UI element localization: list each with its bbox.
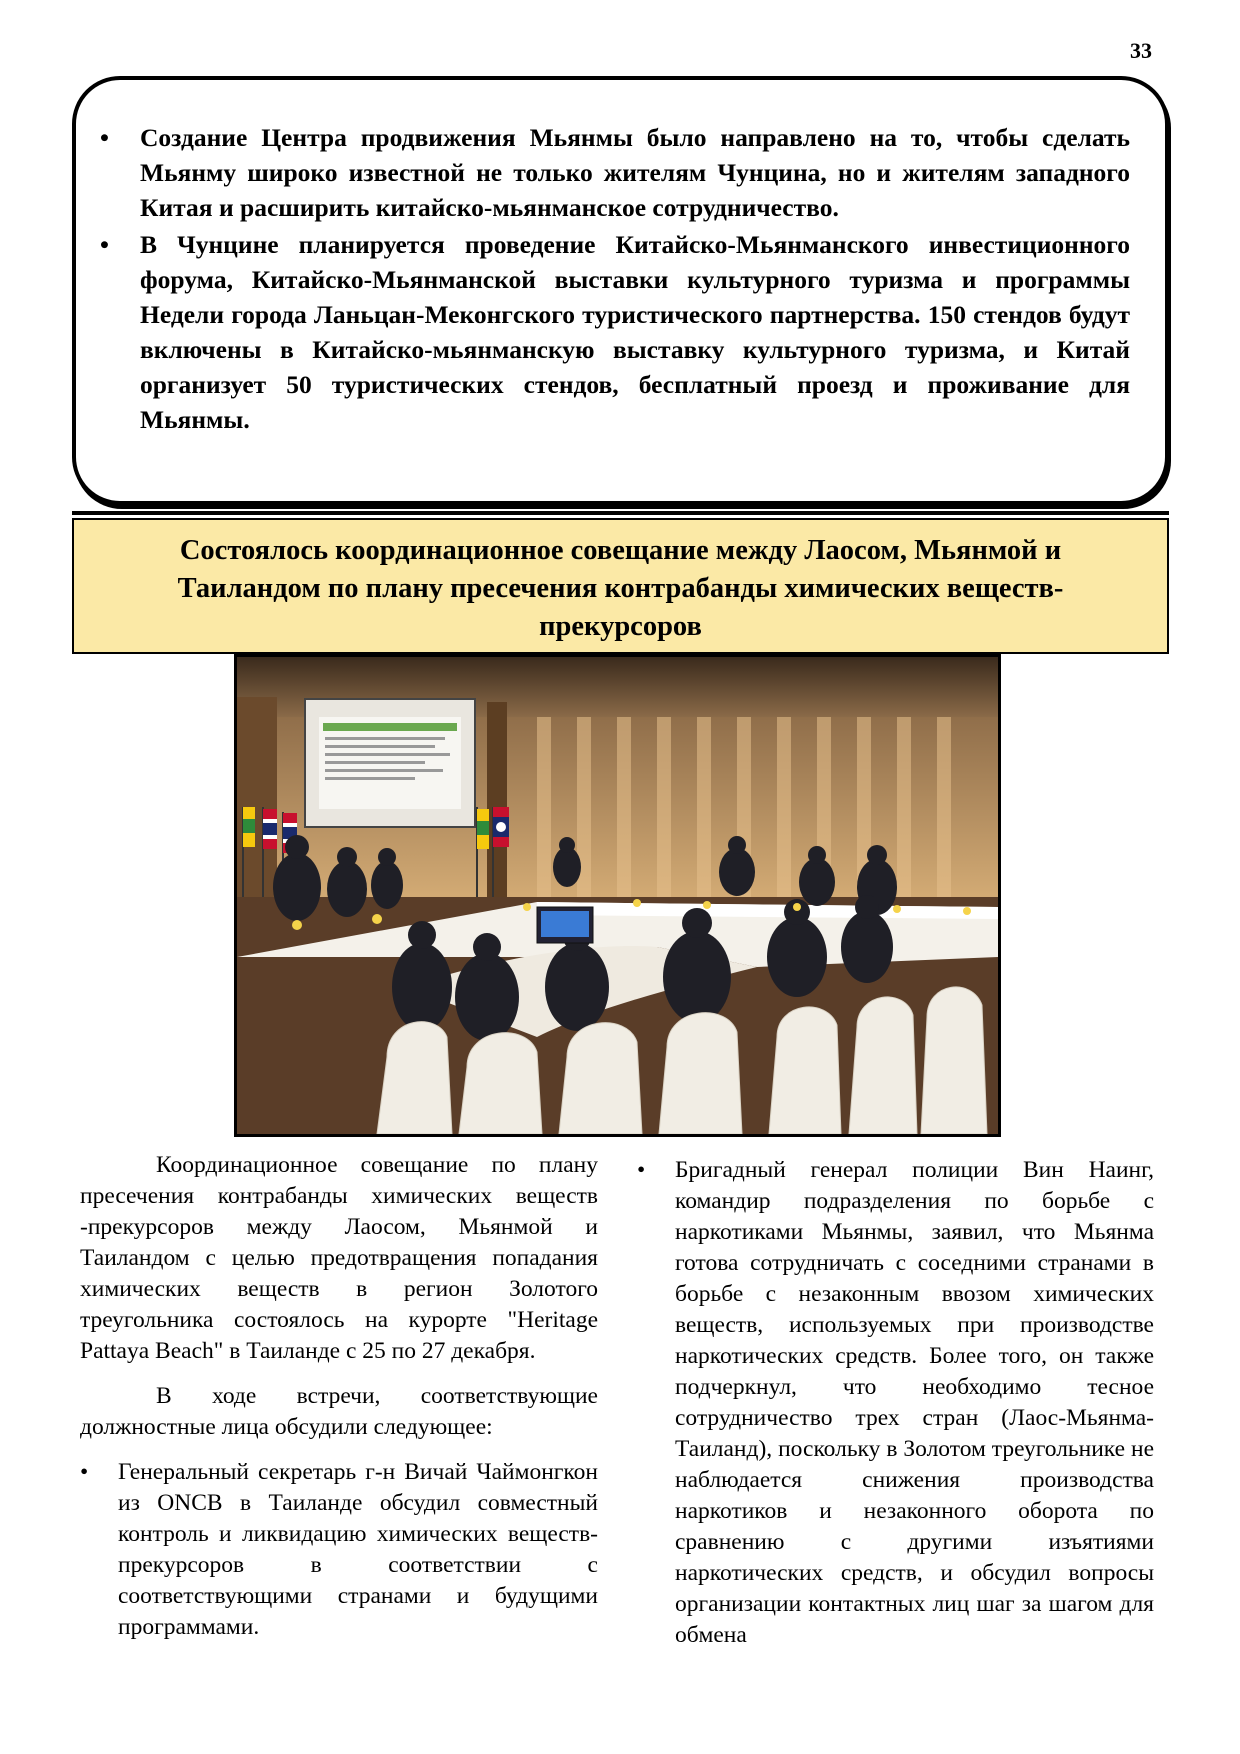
bullet-marker: • — [100, 230, 109, 259]
right-column — [637, 1155, 1154, 1651]
bullet-marker: • — [80, 1459, 89, 1485]
highlight-bullet-box — [72, 76, 1169, 505]
bullet-text: В Чунцине планируется проведение Китайско-Мьянманского инвестиционного форума, Китайско-Мьянманской выставки культурного туризма и программы Недели города Ланьцан-Меконгского туристического партнерства. 150 стендов будут включены в Китайско-мьянманскую выставку культурного туризма, и Китай организует 50 туристических стендов, бесплатный проезд и проживание для Мьянмы. — [140, 230, 1130, 434]
bullet-text: Бригадный генерал полиции Вин Наинг, командир подразделения по борьбе с наркотиками Мьянмы, заявил, что Мьянма готова сотрудничать с соседними странами в борьбе с незаконным ввозом химических веществ, используемых при производстве наркотических средств. Более того, он также подчеркнул, что необходимо тесное сотрудничество трех стран (Лаос-Мьянма-Таиланд), поскольку в Золотом треугольнике не наблюдается снижения производства наркотиков и незаконного оборота по сравнению с другими изъятиями наркотических средств, и обсудил вопросы организации контактных лиц шаг за шагом для обмена — [675, 1157, 1154, 1648]
bullet-list — [637, 1155, 1154, 1651]
bullet-item — [100, 227, 1130, 437]
paragraph: В ходе встречи, соответствующие должностные лица обсудили следующее: — [80, 1383, 598, 1440]
page-number: 33 — [1130, 38, 1152, 63]
bullet-item — [637, 1155, 1154, 1651]
bullet-marker: • — [637, 1157, 646, 1183]
section-divider — [72, 511, 1169, 515]
bullet-list — [100, 120, 1130, 439]
bullet-marker: • — [100, 123, 109, 152]
bullet-item — [100, 120, 1130, 225]
bullet-list — [80, 1457, 598, 1643]
bullet-text: Создание Центра продвижения Мьянмы было направлено на то, чтобы сделать Мьянму широко известной не только жителям Чунцина, но и жителям западного Китая и расширить китайско-мьянманское сотрудничество. — [140, 123, 1130, 222]
left-column — [80, 1150, 598, 1643]
bullet-text: Генеральный секретарь г-н Вичай Чаймонгкон из ONCB в Таиланде обсудил совместный контроль и ликвидацию химических веществ-прекурсоров в соответствии с соответствующими странами и будущими программами. — [118, 1459, 598, 1640]
paragraph: Координационное совещание по плану пресечения контрабанды химических веществ -прекурсоров между Лаосом, Мьянмой и Таиландом с целью предотвращения попадания химических веществ в регион Золотого треугольника состоялось на курорте "Heritage Pattaya Beach" в Таиланде с 25 по 27 декабря. — [80, 1152, 598, 1364]
article-headline: Состоялось координационное совещание между Лаосом, Мьянмой и Таиландом по плану пресечения контрабанды химических веществ-прекурсоров — [72, 518, 1169, 654]
meeting-room-illustration — [237, 657, 998, 1134]
conference-meeting-photo — [234, 654, 1001, 1137]
bullet-item — [80, 1457, 598, 1643]
